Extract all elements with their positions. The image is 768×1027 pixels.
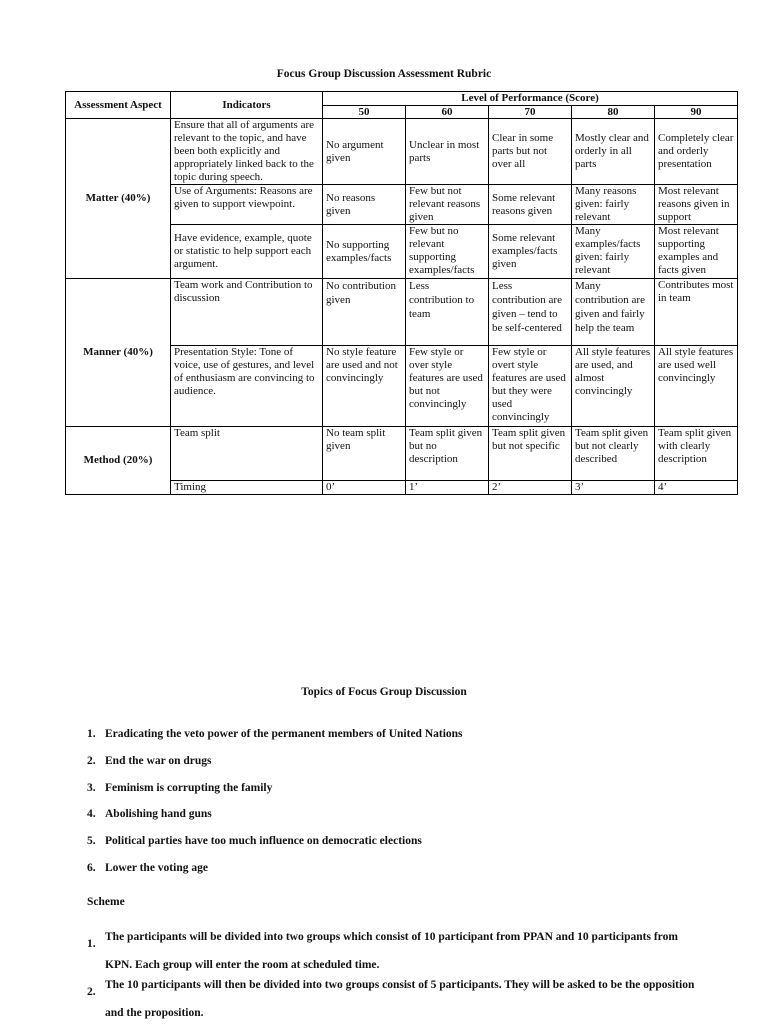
score-cell: Few but not relevant reasons given xyxy=(406,185,489,225)
rubric-title: Focus Group Discussion Assessment Rubric xyxy=(276,68,492,80)
topic-text: End the war on drugs xyxy=(105,754,212,767)
topic-text: Political parties have too much influence on democratic elections xyxy=(105,835,422,848)
header-score: 90 xyxy=(655,106,738,119)
list-item xyxy=(87,728,463,755)
indicator-cell: Team work and Contribution to discussion xyxy=(171,279,323,346)
score-cell: Unclear in most parts xyxy=(406,119,489,185)
topic-text: Feminism is corrupting the family xyxy=(105,781,273,794)
list-item xyxy=(87,782,463,809)
topic-text: Lower the voting age xyxy=(105,861,208,874)
table-row xyxy=(66,427,738,481)
score-cell: No style feature are used and not convincingly xyxy=(323,346,406,427)
score-cell: No reasons given xyxy=(323,185,406,225)
list-item xyxy=(87,808,463,835)
score-cell: Team split given but no description xyxy=(406,427,489,481)
score-cell: Less contribution are given – tend to be self-centered xyxy=(489,279,572,346)
assessment-rubric-table xyxy=(65,91,738,495)
score-cell: Contributes most in team xyxy=(655,279,738,346)
score-cell: 4’ xyxy=(655,481,738,495)
score-cell: Many contribution are given and fairly help the team xyxy=(572,279,655,346)
aspect-manner: Manner (40%) xyxy=(66,279,171,427)
score-cell: Team split given but not specific xyxy=(489,427,572,481)
score-cell: Most relevant reasons given in support xyxy=(655,185,738,225)
table-header-row xyxy=(66,92,738,106)
table-row xyxy=(66,279,738,346)
scheme-list xyxy=(87,931,707,1027)
score-cell: Less contribution to team xyxy=(406,279,489,346)
list-item xyxy=(87,835,463,862)
indicator-cell: Presentation Style: Tone of voice, use of gestures, and level of enthusiasm are convincing to audience. xyxy=(171,346,323,427)
score-cell: Few but no relevant supporting examples/facts xyxy=(406,225,489,279)
indicator-cell: Team split xyxy=(171,427,323,481)
header-score: 80 xyxy=(572,106,655,119)
score-cell: No contribution given xyxy=(323,279,406,346)
score-cell: No supporting examples/facts xyxy=(323,225,406,279)
header-assessment-aspect: Assessment Aspect xyxy=(66,92,171,119)
scheme-text: The participants will be divided into two groups which consist of 10 participant from PPAN and 10 participants from KPN. Each group will enter the room at scheduled time. xyxy=(105,931,678,971)
score-cell: Few style or overt style features are used but they were used convincingly xyxy=(489,346,572,427)
score-cell: All style features are used, and almost convincingly xyxy=(572,346,655,427)
list-item xyxy=(87,755,463,782)
score-cell: Team split given but not clearly described xyxy=(572,427,655,481)
score-cell: Few style or over style features are used but not convincingly xyxy=(406,346,489,427)
list-number: 1. xyxy=(87,938,96,950)
score-cell: All style features are used well convincingly xyxy=(655,346,738,427)
indicator-cell: Timing xyxy=(171,481,323,495)
score-cell: Clear in some parts but not over all xyxy=(489,119,572,185)
topic-text: Eradicating the veto power of the permanent members of United Nations xyxy=(105,728,463,740)
score-cell: No team split given xyxy=(323,427,406,481)
score-cell: No argument given xyxy=(323,119,406,185)
score-cell: 1’ xyxy=(406,481,489,495)
indicator-cell: Use of Arguments: Reasons are given to support viewpoint. xyxy=(171,185,323,225)
indicator-cell: Have evidence, example, quote or statistic to help support each argument. xyxy=(171,225,323,279)
score-cell: Some relevant examples/facts given xyxy=(489,225,572,279)
scheme-text: The 10 participants will then be divided into two groups consist of 5 participants. They will be asked to be the opposition and the proposition. xyxy=(105,979,695,1019)
score-cell: Completely clear and orderly presentation xyxy=(655,119,738,185)
score-cell: Many reasons given: fairly relevant xyxy=(572,185,655,225)
score-cell: 0’ xyxy=(323,481,406,495)
score-cell: Many examples/facts given: fairly relevant xyxy=(572,225,655,279)
aspect-method: Method (20%) xyxy=(66,427,171,495)
score-cell: 2’ xyxy=(489,481,572,495)
list-number: 6. xyxy=(87,861,96,874)
topics-title: Topics of Focus Group Discussion xyxy=(301,686,467,698)
score-cell: 3’ xyxy=(572,481,655,495)
indicator-cell: Ensure that all of arguments are relevant to the topic, and have been both explicitly and appropriately linked back to the topic during speech. xyxy=(171,119,323,185)
list-number: 5. xyxy=(87,835,96,848)
score-cell: Team split given with clearly description xyxy=(655,427,738,481)
list-number: 4. xyxy=(87,808,96,821)
list-item xyxy=(87,979,707,1027)
score-cell: Some relevant reasons given xyxy=(489,185,572,225)
scheme-title: Scheme xyxy=(87,896,125,908)
table-row xyxy=(66,119,738,185)
header-level-of-performance: Level of Performance (Score) xyxy=(323,92,738,106)
header-score: 70 xyxy=(489,106,572,119)
aspect-matter: Matter (40%) xyxy=(66,119,171,279)
list-number: 3. xyxy=(87,781,96,794)
score-cell: Mostly clear and orderly in all parts xyxy=(572,119,655,185)
list-number: 1. xyxy=(87,728,96,740)
list-item xyxy=(87,862,463,889)
header-indicators: Indicators xyxy=(171,92,323,119)
header-score: 50 xyxy=(323,106,406,119)
list-number: 2. xyxy=(87,986,96,998)
topic-text: Abolishing hand guns xyxy=(105,808,212,821)
topics-list xyxy=(87,728,463,889)
score-cell: Most relevant supporting examples and facts given xyxy=(655,225,738,279)
header-score: 60 xyxy=(406,106,489,119)
list-number: 2. xyxy=(87,754,96,767)
